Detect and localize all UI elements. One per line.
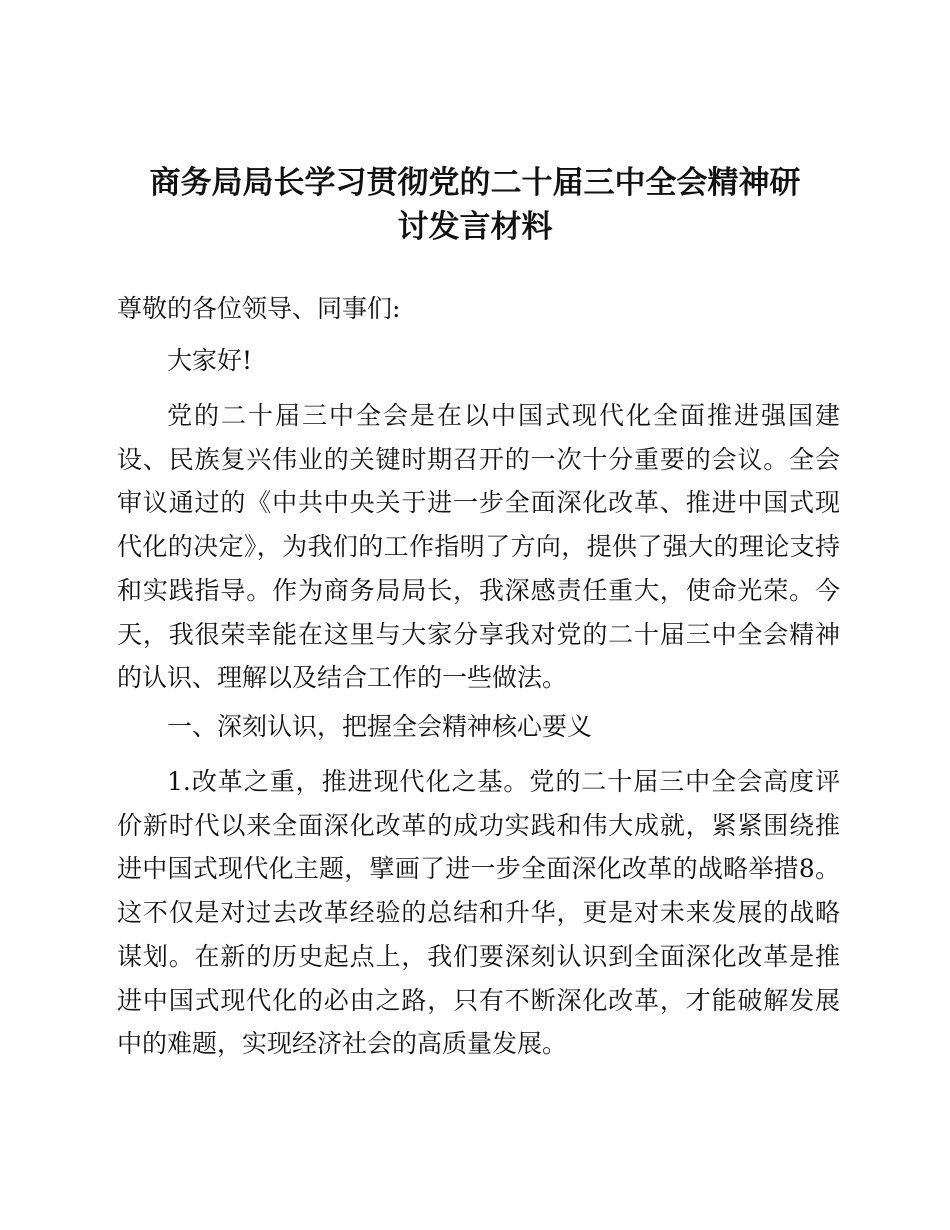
section-heading-1: [117, 705, 840, 749]
section-heading-1-text: 一、深刻认识，把握全会精神核心要义: [167, 712, 593, 741]
paragraph-intro-text: 党的二十届三中全会是在以中国式现代化全面推进强国建设、民族复兴伟业的关键时期召开的一次十分重要的会议。全会审议通过的《中共中央关于进一步全面深化改革、推进中国式现代化的决定》，为我们的工作指明了方向，提供了强大的理论支持和实践指导。作为商务局局长，我深感责任重大，使命光荣。今天，我很荣幸能在这里与大家分享我对党的二十届三中全会精神的认识、理解以及结合工作的一些做法。: [117, 401, 840, 693]
document-title-line1: 商务局局长学习贯彻党的二十届三中全会精神研: [149, 165, 801, 201]
salutation: [117, 287, 840, 331]
greeting-text: 大家好!: [167, 346, 253, 375]
paragraph-reform-text: 1.改革之重，推进现代化之基。党的二十届三中全会高度评价新时代以来全面深化改革的成功实践和伟大成就，紧紧围绕推进中国式现代化主题，擘画了进一步全面深化改革的战略举措8。这不仅是对过去改革经验的总结和升华，更是对未来发展的战略谋划。在新的历史起点上，我们要深刻认识到全面深化改革是推进中国式现代化的必由之路，只有不断深化改革，才能破解发展中的难题，实现经济社会的高质量发展。: [117, 767, 840, 1059]
paragraph-intro: [117, 394, 840, 700]
salutation-text: 尊敬的各位领导、同事们:: [117, 294, 401, 323]
paragraph-reform: [117, 760, 840, 1066]
greeting: [117, 339, 840, 383]
document-title-line2: 讨发言材料: [397, 209, 553, 245]
